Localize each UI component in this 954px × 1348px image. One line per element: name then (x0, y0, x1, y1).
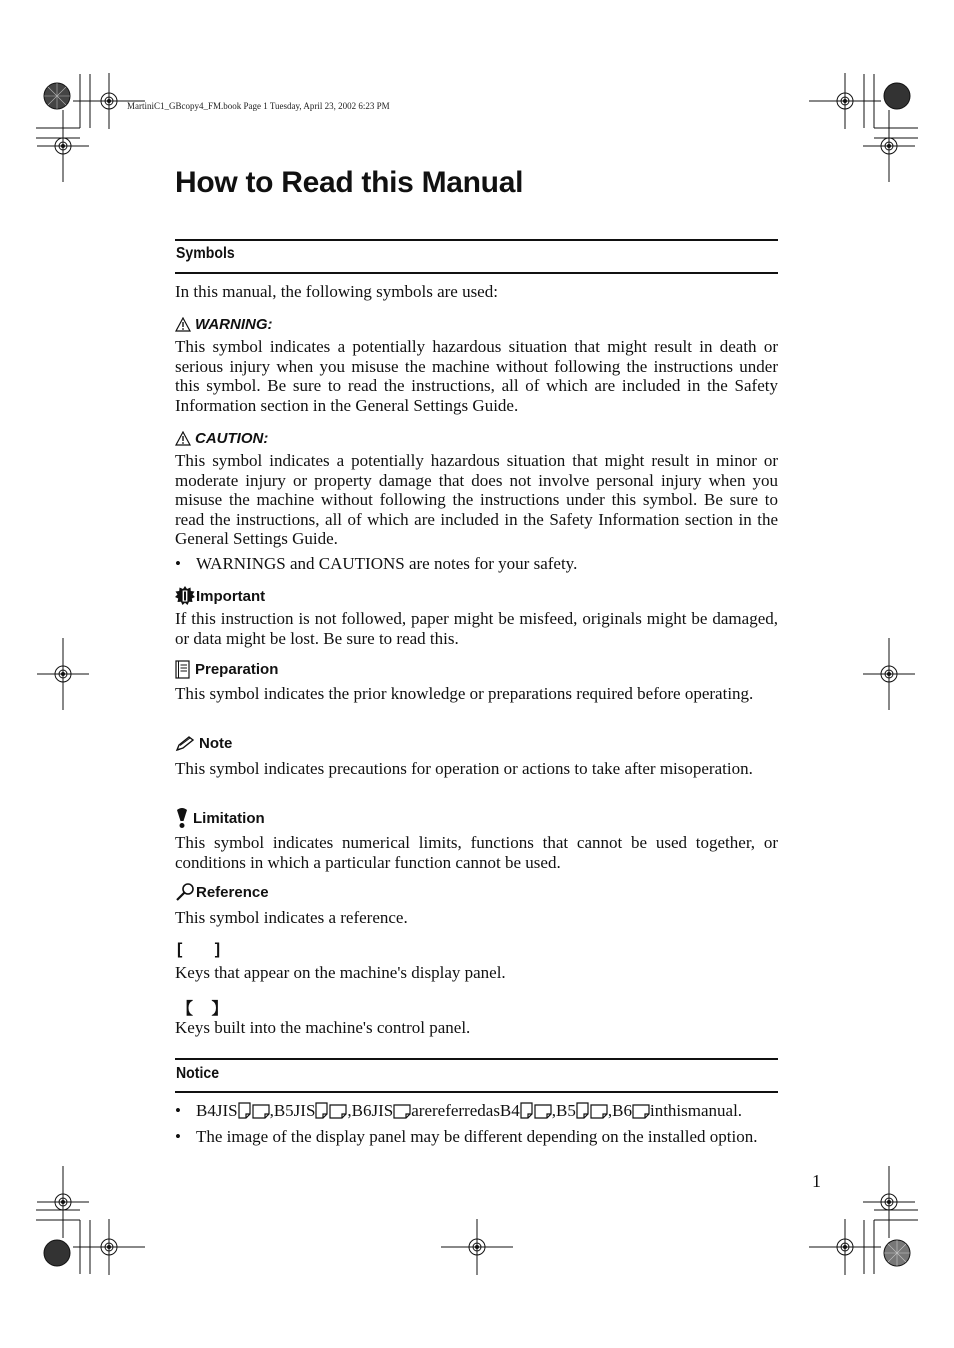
symbols-heading: Symbols (176, 245, 235, 262)
paper-size-note: B4JIS ,B5JIS ,B6JIS arereferredasB4 ,B5 ,B6 inthismanual. (196, 1101, 743, 1120)
list-item: • WARNINGS and CAUTIONS are notes for your safety. (175, 554, 778, 574)
notice-heading: Notice (176, 1065, 220, 1082)
paper-landscape-icon (252, 1104, 270, 1119)
limitation-text: This symbol indicates numerical limits, functions that cannot be used together, or conditions in which a particular function cannot be used. (175, 833, 778, 872)
caution-text: This symbol indicates a potentially hazardous situation that might result in minor or moderate injury or property damage that does not involve personal injury when you misuse the machine without following the instructions under this symbol. Be sure to read the instructions, all of which are included in the Safety Information section in the General Settings Guide. (175, 451, 778, 549)
print-header: MartiniC1_GBcopy4_FM.book Page 1 Tuesday, April 23, 2002 6:23 PM (127, 101, 390, 111)
paper-portrait-icon (576, 1102, 590, 1119)
paper-portrait-icon (238, 1102, 252, 1119)
paper-landscape-icon (329, 1104, 347, 1119)
section-rule-top (175, 239, 778, 241)
pencil-icon (175, 736, 195, 752)
caution-label: CAUTION: (175, 430, 268, 447)
preparation-label: Preparation (175, 660, 278, 679)
preparation-book-icon (175, 660, 191, 679)
section-rule-bottom (175, 272, 778, 274)
page-number: 1 (812, 1171, 821, 1191)
paper-landscape-icon (590, 1104, 608, 1119)
control-key-text: Keys built into the machine's control panel. (175, 1018, 471, 1037)
magnifier-icon (175, 882, 195, 902)
reference-text: This symbol indicates a reference. (175, 908, 408, 927)
note-label: Note (175, 735, 232, 752)
warning-text: This symbol indicates a potentially hazardous situation that might result in death or serious injury when you misuse the machine without following the instructions under this symbol. Be sure to read the instructions, all of which are included in the Safety Information section in the General Settings Guide. (175, 337, 778, 415)
paper-portrait-icon (520, 1102, 534, 1119)
preparation-text: This symbol indicates the prior knowledge or preparations required before operating. (175, 684, 754, 703)
paper-landscape-icon (632, 1104, 650, 1119)
warning-triangle-icon (175, 431, 191, 446)
important-label: Important (175, 586, 265, 606)
warning-triangle-icon (175, 317, 191, 332)
list-item: • B4JIS ,B5JIS ,B6JIS arereferredasB4 ,B5 ,B6 inthismanual. (175, 1101, 778, 1121)
paper-portrait-icon (315, 1102, 329, 1119)
exclamation-icon (175, 807, 189, 829)
notice-rule-top (175, 1058, 778, 1060)
control-key-symbol: 【 】 (177, 1001, 228, 1018)
limitation-label: Limitation (175, 807, 265, 829)
important-text: If this instruction is not followed, paper might be misfeed, originals might be damaged, or data might be lost. Be sure to read this. (175, 609, 778, 648)
important-badge-icon (175, 586, 195, 606)
paper-landscape-icon (393, 1104, 411, 1119)
warning-label: WARNING: (175, 316, 273, 333)
reference-label: Reference (175, 882, 269, 902)
safety-note: WARNINGS and CAUTIONS are notes for your safety. (196, 554, 578, 573)
list-item: • The image of the display panel may be different depending on the installed option. (175, 1127, 778, 1147)
page-title: How to Read this Manual (175, 166, 524, 199)
notice-rule-bottom (175, 1091, 778, 1093)
symbols-intro: In this manual, the following symbols are used: (175, 282, 498, 301)
display-key-symbol: [ ] (177, 941, 221, 958)
display-key-text: Keys that appear on the machine's display panel. (175, 963, 506, 982)
note-text: This symbol indicates precautions for operation or actions to take after misoperation. (175, 759, 753, 778)
paper-landscape-icon (534, 1104, 552, 1119)
display-panel-note: The image of the display panel may be different depending on the installed option. (196, 1127, 758, 1146)
